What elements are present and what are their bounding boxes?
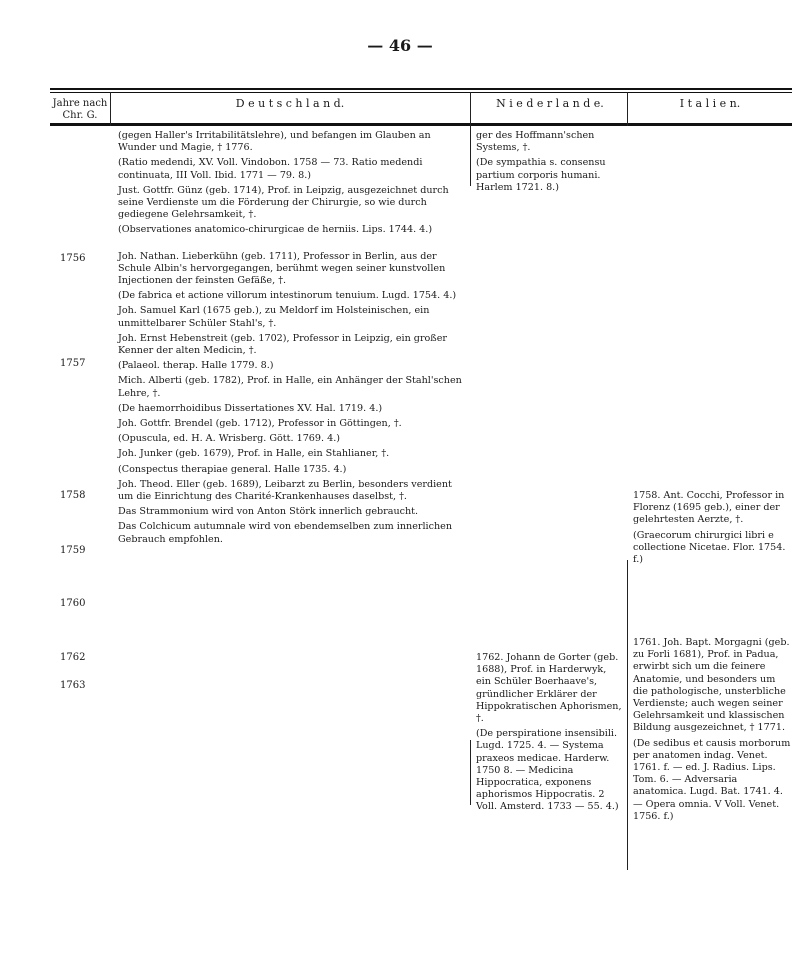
entry-citation: (De sympathia s. consensu partium corporis humani. Harlem 1721. 8.) bbox=[476, 157, 606, 193]
entry-text: Just. Gottfr. Günz (geb. 1714), Prof. in Leipzig, ausgezeichnet durch seine Verdienste um die Förderung der Chirurgie, so wie durch gediegene Gelehrsamkeit, †. bbox=[118, 184, 449, 221]
entry-citation: (De perspiratione insensibili. Lugd. 1725. 4. — Systema praxeos medicae. Harderw. 1750 8. — Medicina Hippocratica, exponens aphorismos Hippocratis. 2 Voll. Amsterd. 1733 — 55. 4.) bbox=[476, 728, 619, 813]
entry-citation: (Palaeol. therap. Halle 1779. 8.) bbox=[118, 360, 274, 372]
year-1757: 1757 bbox=[60, 358, 86, 369]
column-niederlande-top bbox=[476, 130, 624, 197]
column-divider-2c bbox=[470, 740, 471, 805]
header-rule bbox=[50, 123, 792, 126]
year-1763: 1763 bbox=[60, 680, 86, 691]
entry-text: Joh. Theod. Eller (geb. 1689), Leibarzt zu Berlin, besonders verdient um die Einrichtung des Charité-Krankenhauses daselbst, †. bbox=[118, 478, 452, 503]
entry-citation: (De haemorrhoidibus Dissertationes XV. Hal. 1719. 4.) bbox=[118, 402, 383, 414]
column-italien-bottom bbox=[633, 637, 791, 826]
entry-citation: (Opuscula, ed. H. A. Wrisberg. Gött. 1769. 4.) bbox=[118, 433, 341, 445]
top-rule bbox=[50, 88, 792, 90]
entry-text: ger des Hoffmann'schen Systems, †. bbox=[476, 130, 595, 154]
entry-text: 1758. Ant. Cocchi, Professor in Florenz (1695 geb.), einer der gelehrtesten Aerzte, †. bbox=[633, 490, 785, 526]
entry-text: Joh. Samuel Karl (1675 geb.), zu Meldorf im Holsteinischen, ein unmittelbarer Schüler Stahl's, †. bbox=[118, 305, 430, 329]
header-deutschland: D e u t s c h l a n d. bbox=[235, 97, 345, 110]
entry-citation: (Observationes anatomico-chirurgicae de herniis. Lips. 1744. 4.) bbox=[118, 224, 433, 236]
column-divider-2 bbox=[470, 92, 471, 126]
header-niederlande: N i e d e r l a n d e. bbox=[496, 97, 604, 110]
column-divider-2b bbox=[470, 126, 471, 186]
page-number: — 46 — bbox=[367, 36, 433, 55]
year-1759: 1759 bbox=[60, 545, 86, 556]
year-1760: 1760 bbox=[60, 598, 86, 609]
entry-text: Das Strammonium wird von Anton Störk innerlich gebraucht. bbox=[118, 506, 419, 518]
year-1756: 1756 bbox=[60, 253, 86, 264]
column-deutschland bbox=[118, 130, 463, 549]
entry-text: (gegen Haller's Irritabilitätslehre), und befangen im Glauben an Wunder und Magie, † 1776. bbox=[118, 130, 431, 154]
entry-citation: (Conspectus therapiae general. Halle 1735. 4.) bbox=[118, 463, 347, 475]
entry-text: Joh. Gottfr. Brendel (geb. 1712), Professor in Göttingen, †. bbox=[118, 418, 402, 430]
header-jahre: Jahre nach Chr. G. bbox=[52, 98, 108, 121]
year-1758: 1758 bbox=[60, 490, 86, 501]
entry-citation: (Ratio medendi, XV. Voll. Vindobon. 1758 — 73. Ratio medendi continuata, III Voll. Ibid. 1771 — 79. 8.) bbox=[118, 157, 423, 181]
entry-text: Joh. Nathan. Lieberkühn (geb. 1711), Professor in Berlin, aus der Schule Albin's hervorgegangen, berühmt wegen seiner kunstvollen Injectionen der feinsten Gefäße, †. bbox=[118, 250, 446, 287]
entry-text: Joh. Ernst Hebenstreit (geb. 1702), Professor in Leipzig, ein großer Kenner der alten Medicin, †. bbox=[118, 332, 447, 357]
entry-text: Joh. Junker (geb. 1679), Prof. in Halle, ein Stahlianer, †. bbox=[118, 448, 390, 460]
column-divider-3b bbox=[627, 560, 628, 870]
entry-citation: (De fabrica et actione villorum intestinorum tenuium. Lugd. 1754. 4.) bbox=[118, 290, 457, 302]
header-italien: I t a l i e n. bbox=[679, 97, 741, 110]
entry-text: Das Colchicum autumnale wird von ebendemselben zum innerlichen Gebrauch empfohlen. bbox=[118, 521, 453, 545]
entry-text: 1762. Johann de Gorter (geb. 1688), Prof. in Harderwyk, ein Schüler Boerhaave's, gründlicher Erklärer der Hippokratischen Aphorismen, †. bbox=[476, 652, 622, 725]
column-niederlande-bottom bbox=[476, 652, 624, 817]
entry-citation: (Graecorum chirurgici libri e collectione Nicetae. Flor. 1754. f.) bbox=[633, 529, 786, 566]
entry-text: 1761. Joh. Bapt. Morgagni (geb. zu Forli 1681), Prof. in Padua, erwirbt sich um die feinere Anatomie, und besonders um die pathologische, unsterbliche Verdienste; auch wegen seiner Gelehrsamkeit und klassischen Bildung ausgezeichnet, † 1771. bbox=[633, 637, 790, 734]
entry-citation: (De sedibus et causis morborum per anatomen indag. Venet. 1761. f. — ed. J. Radius. Lips. Tom. 6. — Adversaria anatomica. Lugd. Bat. 1741. 4. — Opera omnia. V Voll. Venet. 1756. f.) bbox=[633, 737, 791, 822]
year-1762: 1762 bbox=[60, 652, 86, 663]
top-rule-thin bbox=[50, 92, 792, 93]
column-italien-top bbox=[633, 490, 791, 569]
column-divider-1 bbox=[110, 92, 111, 126]
entry-text: Mich. Alberti (geb. 1782), Prof. in Halle, ein Anhänger der Stahl'schen Lehre, †. bbox=[118, 375, 462, 399]
column-divider-3 bbox=[627, 92, 628, 126]
